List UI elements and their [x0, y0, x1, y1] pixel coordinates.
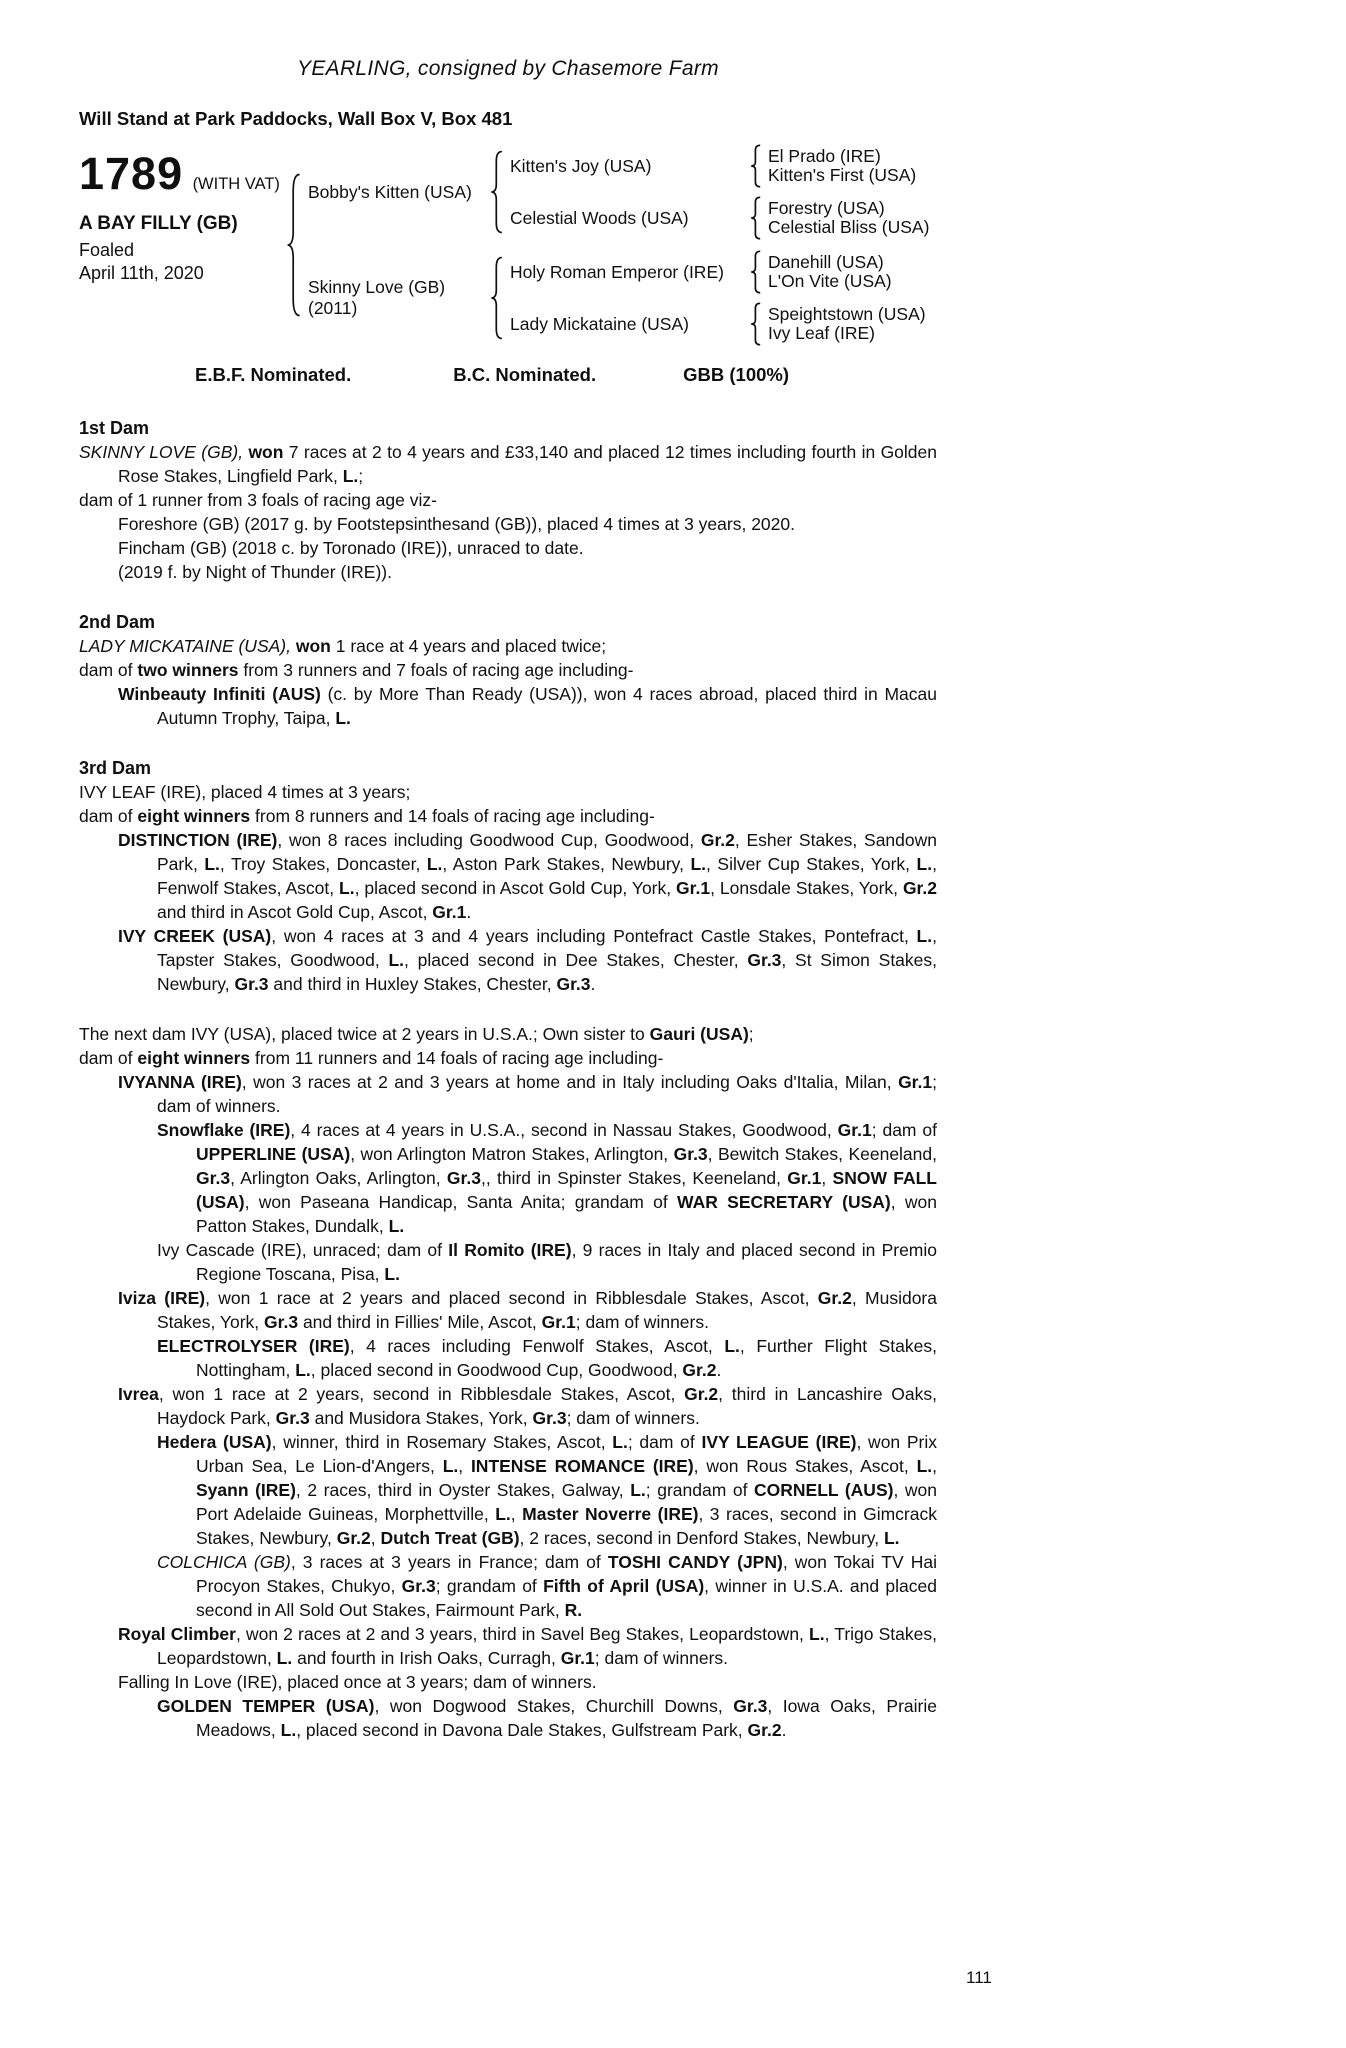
dam-year: (2011) — [308, 298, 358, 318]
foaled-date: April 11th, 2020 — [79, 263, 204, 283]
dam-dam-name: Lady Mickataine (USA) — [510, 314, 689, 334]
dam-sire-name: Holy Roman Emperor (IRE) — [510, 262, 724, 282]
nominations-row — [79, 364, 937, 386]
section-heading: 3rd Dam — [79, 758, 152, 778]
sire-sire-dam-name: Kitten's First (USA) — [768, 165, 917, 185]
gbb-note: GBB (100%) — [683, 364, 790, 385]
dam-dam-dam-name: Ivy Leaf (IRE) — [768, 323, 875, 343]
pedigree-paragraph: IVYANNA (IRE), won 3 races at 2 and 3 years at home and in Italy including Oaks d'Italia, Milan, Gr.1; dam of winners. — [118, 1072, 937, 1116]
gen2-column — [507, 250, 926, 346]
sire-name: Bobby's Kitten (USA) — [308, 181, 472, 202]
section-heading: 1st Dam — [79, 418, 150, 438]
section-heading: 2nd Dam — [79, 612, 156, 632]
sire-dam-sire-name: Forestry (USA) — [768, 198, 885, 218]
sire-branch — [305, 144, 929, 240]
pedigree-paragraph: Foreshore (GB) (2017 g. by Footstepsinthesand (GB)), placed 4 times at 3 years, 2020. — [118, 514, 795, 534]
pedigree-section — [79, 610, 937, 730]
pedigree-paragraph: The next dam IVY (USA), placed twice at 2 years in U.S.A.; Own sister to Gauri (USA); — [79, 1024, 754, 1044]
gen1-column — [305, 144, 929, 346]
sire-sire-name: Kitten's Joy (USA) — [510, 156, 652, 176]
page-content — [79, 57, 937, 1742]
pedigree-paragraph: Iviza (IRE), won 1 race at 2 years and placed second in Ribblesdale Stakes, Ascot, Gr.2, Musidora Stakes, York, Gr.3 and third in Fillies' Mile, Ascot, Gr.1; dam of winners. — [118, 1288, 937, 1332]
dam-name — [305, 277, 487, 319]
page-title: YEARLING, consigned by Chasemore Farm — [297, 57, 719, 80]
pedigree-paragraph: Royal Climber, won 2 races at 2 and 3 years, third in Savel Beg Stakes, Leopardstown, L., Trigo Stakes, Leopardstown, L. and fourth in Irish Oaks, Curragh, Gr.1; dam of winners. — [118, 1624, 937, 1668]
pedigree-section — [79, 416, 937, 584]
pedigree-brace-icon — [750, 250, 762, 294]
bc-nomination: B.C. Nominated. — [453, 364, 597, 385]
pedigree-paragraph: Hedera (USA), winner, third in Rosemary Stakes, Ascot, L.; dam of IVY LEAGUE (IRE), won Prix Urban Sea, Le Lion-d'Angers, L., INTENSE ROMANCE (IRE), won Rous Stakes, Ascot, L., Syann (IRE), 2 races, third in Oyster Stakes, Galway, L.; grandam of CORNELL (AUS), won Port Adelaide Guineas, Morphettville, L., Master Noverre (IRE), 3 races, second in Gimcrack Stakes, Newbury, Gr.2, Dutch Treat (GB), 2 races, second in Denford Stakes, Newbury, L. — [157, 1432, 938, 1548]
pedigree-paragraph: GOLDEN TEMPER (USA), won Dogwood Stakes, Churchill Downs, Gr.3, Iowa Oaks, Prairie Meadows, L., placed second in Davona Dale Stakes, Gulfstream Park, Gr.2. — [157, 1696, 937, 1740]
foaled-label: Foaled — [79, 240, 135, 260]
stand-location: Will Stand at Park Paddocks, Wall Box V, Box 481 — [79, 108, 513, 129]
gen2-column — [507, 144, 929, 240]
lot-block — [79, 144, 283, 284]
pedigree-brace-icon — [286, 170, 302, 320]
gen3-pair — [765, 253, 892, 291]
gen3-pair — [765, 305, 926, 343]
gen3-pair — [765, 199, 929, 237]
pedigree-section — [79, 756, 937, 996]
pedigree-paragraph: dam of eight winners from 8 runners and 14 foals of racing age including- — [79, 806, 655, 826]
pedigree-block — [79, 144, 937, 346]
pedigree-paragraph: dam of two winners from 3 runners and 7 foals of racing age including- — [79, 660, 634, 680]
dam-name-text: Skinny Love (GB) — [308, 277, 446, 297]
pedigree-paragraph: Ivrea, won 1 race at 2 years, second in Ribblesdale Stakes, Ascot, Gr.2, third in Lancashire Oaks, Haydock Park, Gr.3 and Musidora Stakes, York, Gr.3; dam of winners. — [118, 1384, 938, 1428]
dam-branch — [305, 250, 929, 346]
pedigree-section — [79, 1022, 937, 1742]
sire-sire-sire-name: El Prado (IRE) — [768, 146, 881, 166]
pedigree-paragraph: Snowflake (IRE), 4 races at 4 years in U.S.A., second in Nassau Stakes, Goodwood, Gr.1; dam of UPPERLINE (USA), won Arlington Matron Stakes, Arlington, Gr.3, Bewitch Stakes, Keeneland, Gr.3, Arlington Oaks, Arlington, Gr.3,, third in Spinster Stakes, Keeneland, Gr.1, SNOW FALL (USA), won Paseana Handicap, Santa Anita; grandam of WAR SECRETARY (USA), won Patton Stakes, Dundalk, L. — [157, 1120, 937, 1236]
pedigree-paragraph: dam of 1 runner from 3 foals of racing age viz- — [79, 490, 437, 510]
pedigree-paragraph: ELECTROLYSER (IRE), 4 races including Fenwolf Stakes, Ascot, L., Further Flight Stakes, Nottingham, L., placed second in Goodwood Cup, Goodwood, Gr.2. — [157, 1336, 937, 1380]
pedigree-paragraph: DISTINCTION (IRE), won 8 races including Goodwood Cup, Goodwood, Gr.2, Esher Stakes, Sandown Park, L., Troy Stakes, Doncaster, L., Aston Park Stakes, Newbury, L., Silver Cup Stakes, York, L., Fenwolf Stakes, Ascot, L., placed second in Ascot Gold Cup, York, Gr.1, Lonsdale Stakes, York, Gr.2 and third in Ascot Gold Cup, Ascot, Gr.1. — [118, 830, 937, 922]
pedigree-brace-icon — [750, 302, 762, 346]
sire-dam-dam-name: Celestial Bliss (USA) — [768, 217, 930, 237]
dam-sire-branch — [507, 250, 926, 294]
lot-number: 1789 — [79, 148, 184, 199]
pedigree-paragraph: IVY CREEK (USA), won 4 races at 3 and 4 years including Pontefract Castle Stakes, Pontefract, L., Tapster Stakes, Goodwood, L., placed second in Dee Stakes, Chester, Gr.3, St Simon Stakes, Newbury, Gr.3 and third in Huxley Stakes, Chester, Gr.3. — [118, 926, 938, 994]
dam-sire-sire-name: Danehill (USA) — [768, 252, 884, 272]
pedigree-paragraph: SKINNY LOVE (GB), won 7 races at 2 to 4 years and £33,140 and placed 12 times including fourth in Golden Rose Stakes, Lingfield Park, L.; — [79, 442, 937, 486]
pedigree-brace-icon — [490, 255, 504, 341]
pedigree-paragraph: COLCHICA (GB), 3 races at 3 years in France; dam of TOSHI CANDY (JPN), won Tokai TV Hai Procyon Stakes, Chukyo, Gr.3; grandam of Fifth of April (USA), winner in U.S.A. and placed second in All Sold Out Stakes, Fairmount Park, R. — [157, 1552, 937, 1620]
pedigree-paragraph: Ivy Cascade (IRE), unraced; dam of Il Romito (IRE), 9 races in Italy and placed second in Premio Regione Toscana, Pisa, L. — [157, 1240, 937, 1284]
dam-dam-branch — [507, 302, 926, 346]
pedigree-paragraph: (2019 f. by Night of Thunder (IRE)). — [118, 562, 392, 582]
page-number: 111 — [966, 1968, 992, 1987]
sire-dam-branch — [507, 196, 929, 240]
lot-line — [79, 148, 283, 200]
pedigree-tree — [283, 144, 929, 346]
sire-sire-branch — [507, 144, 929, 188]
vat-note: (WITH VAT) — [192, 175, 280, 193]
pedigree-paragraph: dam of eight winners from 11 runners and 14 foals of racing age including- — [79, 1048, 664, 1068]
pedigree-brace-icon — [750, 144, 762, 188]
pedigree-brace-icon — [490, 149, 504, 235]
sire-dam-name: Celestial Woods (USA) — [510, 208, 689, 228]
dam-sire-dam-name: L'On Vite (USA) — [768, 271, 892, 291]
pedigree-paragraph: LADY MICKATAINE (USA), won 1 race at 4 years and placed twice; — [79, 636, 607, 656]
pedigree-paragraph: IVY LEAF (IRE), placed 4 times at 3 years; — [79, 782, 411, 802]
ebf-nomination: E.B.F. Nominated. — [195, 364, 352, 385]
pedigree-paragraph: Fincham (GB) (2018 c. by Toronado (IRE)), unraced to date. — [118, 538, 584, 558]
pedigree-paragraph: Winbeauty Infiniti (AUS) (c. by More Than Ready (USA)), won 4 races abroad, placed third in Macau Autumn Trophy, Taipa, L. — [118, 684, 937, 728]
pedigree-brace-icon — [750, 196, 762, 240]
dam-dam-sire-name: Speightstown (USA) — [768, 304, 926, 324]
pedigree-text — [79, 416, 937, 1742]
lot-description: A BAY FILLY (GB) — [79, 213, 238, 234]
pedigree-paragraph: Falling In Love (IRE), placed once at 3 years; dam of winners. — [118, 1672, 597, 1692]
gen3-pair — [765, 147, 916, 185]
